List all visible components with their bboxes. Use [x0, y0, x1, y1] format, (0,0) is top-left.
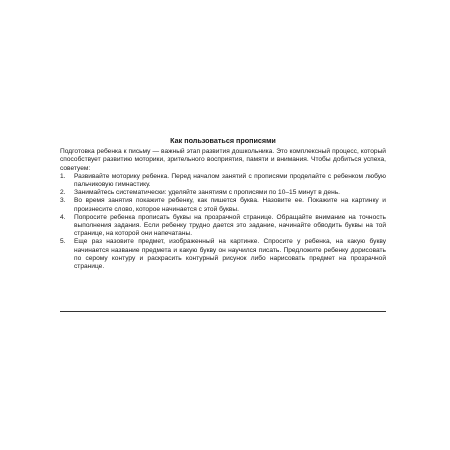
document-title: Как пользоваться прописями	[170, 136, 276, 145]
item-text: Во время занятия покажите ребенку, как пишется буква. Назовите ее. Покажите на картинку и произнесите слово, которое начинается с этой буквы.	[74, 197, 386, 213]
item-text: Занимайтесь систематически: уделяйте занятиям с прописями по 10–15 минут в день.	[74, 189, 340, 197]
instructions-block	[60, 137, 386, 271]
item-number: 1.	[60, 172, 66, 180]
item-text: Развивайте моторику ребенка. Перед началом занятий с прописями проделайте с ребенком любую пальчиковую гимнастику.	[74, 172, 386, 189]
item-text: Попросите ребенка прописать буквы на прозрачной странице. Обращайте внимание на точность выполнения задания. Если ребенку трудно дается это задание, начинайте обводить буквы на той странице, на которой они напечатаны.	[74, 213, 386, 238]
list-item	[60, 214, 386, 239]
horizontal-divider	[60, 311, 386, 312]
item-number: 2.	[60, 189, 66, 197]
list-item	[60, 238, 386, 271]
list-item	[60, 173, 386, 189]
list-item	[60, 197, 386, 213]
item-number: 4.	[60, 213, 66, 221]
item-text: Еще раз назовите предмет, изображенный на картинке. Спросите у ребенка, на какую букву начинается название предмета и какую букву он научился писать. Предложите ребенку дорисовать по серому контуру и раскрасить контурный рисунок либо нарисовать предмет на прозрачной странице.	[74, 238, 386, 271]
item-number: 5.	[60, 238, 66, 246]
item-number: 3.	[60, 197, 66, 205]
intro-paragraph: Подготовка ребенка к письму — важный этап развития дошкольника. Это комплексный процесс, который способствует развитию моторики, зрительного восприятия, памяти и внимания. Чтобы добиться успеха, советуем:	[60, 148, 386, 172]
tips-list	[60, 173, 386, 271]
